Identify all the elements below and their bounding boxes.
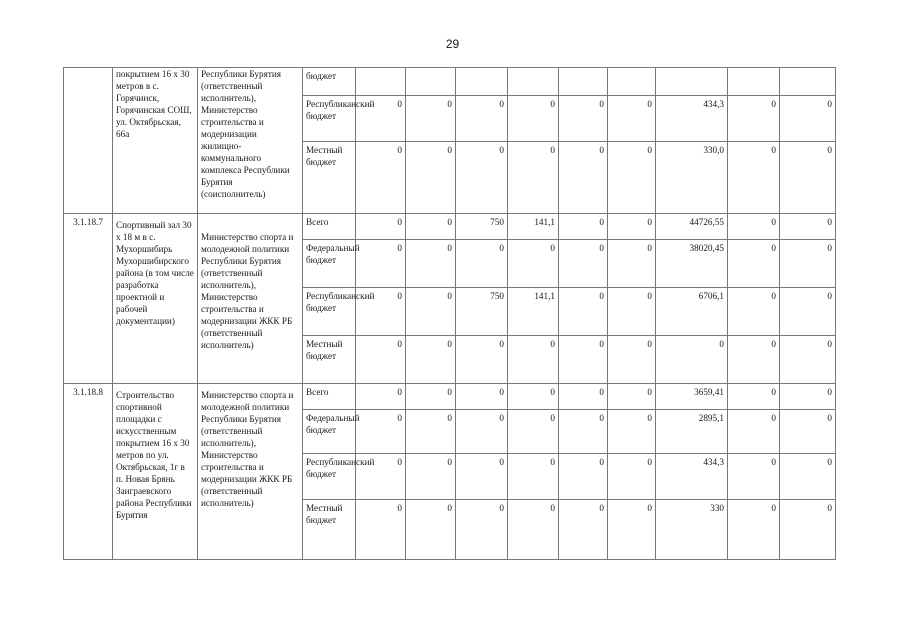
value-cell: 0 (728, 384, 780, 410)
value-cell: 0 (508, 96, 559, 142)
value-cell: 0 (406, 214, 456, 240)
value-cell: 330 (656, 500, 728, 560)
value-cell: 0 (508, 500, 559, 560)
value-cell: 0 (406, 96, 456, 142)
value-cell: 0 (559, 500, 608, 560)
funding-source: бюджет (303, 68, 356, 96)
value-cell: 0 (456, 142, 508, 214)
value-cell (356, 68, 406, 96)
table-row (64, 68, 836, 96)
funding-source: Республиканский бюджет (303, 288, 356, 336)
value-cell: 0 (508, 384, 559, 410)
value-cell: 2895,1 (656, 410, 728, 454)
value-cell: 0 (406, 336, 456, 384)
row-executor: Министерство спорта и молодежной политики Республики Бурятия (ответственный исполнитель), Министерство строительства и модернизации ЖКК РБ (ответственный исполнитель) (198, 214, 303, 384)
value-cell: 0 (456, 500, 508, 560)
value-cell: 0 (559, 96, 608, 142)
budget-table (63, 67, 836, 560)
value-cell: 0 (356, 142, 406, 214)
value-cell: 0 (406, 288, 456, 336)
value-cell: 0 (780, 384, 836, 410)
value-cell: 0 (406, 410, 456, 454)
value-cell: 0 (608, 96, 656, 142)
value-cell: 0 (559, 142, 608, 214)
value-cell: 38020,45 (656, 240, 728, 288)
value-cell: 330,0 (656, 142, 728, 214)
funding-source: Местный бюджет (303, 142, 356, 214)
value-cell: 0 (780, 410, 836, 454)
value-cell (559, 68, 608, 96)
value-cell: 0 (456, 240, 508, 288)
value-cell: 0 (608, 142, 656, 214)
value-cell (456, 68, 508, 96)
value-cell: 0 (608, 410, 656, 454)
value-cell: 0 (508, 240, 559, 288)
value-cell: 0 (356, 240, 406, 288)
value-cell: 0 (608, 454, 656, 500)
value-cell: 0 (508, 142, 559, 214)
row-executor: Министерство спорта и молодежной политики Республики Бурятия (ответственный исполнитель), Министерство строительства и модернизации ЖКК РБ (ответственный исполнитель) (198, 384, 303, 560)
value-cell: 0 (456, 410, 508, 454)
value-cell: 0 (508, 336, 559, 384)
value-cell: 0 (456, 336, 508, 384)
value-cell: 0 (356, 454, 406, 500)
value-cell: 0 (356, 410, 406, 454)
funding-source: Федеральный бюджет (303, 240, 356, 288)
value-cell: 0 (728, 214, 780, 240)
funding-source: Республиканский бюджет (303, 96, 356, 142)
value-cell: 0 (559, 336, 608, 384)
value-cell: 141,1 (508, 214, 559, 240)
value-cell: 0 (780, 336, 836, 384)
row-name: Строительство спортивной площадки с искусственным покрытием 16 х 30 метров по ул. Октябрьская, 1г в п. Новая Брянь Заиграевского района Республики Бурятия (113, 384, 198, 560)
value-cell: 0 (356, 96, 406, 142)
value-cell: 0 (456, 384, 508, 410)
value-cell: 0 (406, 500, 456, 560)
value-cell: 0 (356, 214, 406, 240)
value-cell: 0 (456, 454, 508, 500)
value-cell: 0 (608, 240, 656, 288)
value-cell: 0 (356, 384, 406, 410)
value-cell: 0 (780, 288, 836, 336)
value-cell: 0 (456, 96, 508, 142)
row-code: 3.1.18.7 (64, 214, 113, 384)
value-cell: 0 (406, 240, 456, 288)
row-executor: Республики Бурятия (ответственный исполнитель), Министерство строительства и модернизации жилищно-коммунального комплекса Республики Бурятия (соисполнитель) (198, 68, 303, 214)
value-cell: 0 (780, 214, 836, 240)
value-cell: 0 (356, 288, 406, 336)
value-cell: 0 (656, 336, 728, 384)
value-cell: 0 (559, 384, 608, 410)
value-cell: 0 (356, 336, 406, 384)
value-cell: 750 (456, 214, 508, 240)
value-cell: 6706,1 (656, 288, 728, 336)
funding-source: Федеральный бюджет (303, 410, 356, 454)
row-name: Спортивный зал 30 х 18 м в с. Мухоршибирь Мухоршибирского района (в том числе разработка проектной и рабочей документации) (113, 214, 198, 384)
funding-source: Всего (303, 384, 356, 410)
value-cell (728, 68, 780, 96)
value-cell: 0 (608, 500, 656, 560)
value-cell (656, 68, 728, 96)
value-cell: 0 (406, 384, 456, 410)
row-name: покрытием 16 х 30 метров в с. Горячинск, Горячинская СОШ, ул. Октябрьская, 66а (113, 68, 198, 214)
value-cell: 0 (406, 142, 456, 214)
value-cell: 0 (559, 240, 608, 288)
row-code (64, 68, 113, 214)
funding-source: Местный бюджет (303, 336, 356, 384)
value-cell: 0 (728, 240, 780, 288)
value-cell: 0 (780, 96, 836, 142)
value-cell (508, 68, 559, 96)
value-cell: 44726,55 (656, 214, 728, 240)
value-cell: 0 (608, 336, 656, 384)
value-cell: 0 (356, 500, 406, 560)
value-cell: 434,3 (656, 96, 728, 142)
value-cell: 0 (728, 410, 780, 454)
value-cell: 0 (728, 500, 780, 560)
funding-source: Местный бюджет (303, 500, 356, 560)
row-code: 3.1.18.8 (64, 384, 113, 560)
table-row (64, 214, 836, 240)
value-cell: 0 (780, 142, 836, 214)
value-cell: 0 (559, 410, 608, 454)
value-cell: 0 (508, 454, 559, 500)
value-cell: 0 (608, 288, 656, 336)
value-cell (406, 68, 456, 96)
value-cell: 0 (406, 454, 456, 500)
value-cell: 0 (780, 500, 836, 560)
funding-source: Всего (303, 214, 356, 240)
value-cell: 434,3 (656, 454, 728, 500)
value-cell: 0 (728, 336, 780, 384)
value-cell (780, 68, 836, 96)
value-cell: 0 (728, 96, 780, 142)
value-cell: 0 (608, 384, 656, 410)
value-cell: 3659,41 (656, 384, 728, 410)
value-cell: 141,1 (508, 288, 559, 336)
value-cell: 0 (559, 288, 608, 336)
value-cell: 0 (608, 214, 656, 240)
value-cell: 0 (508, 410, 559, 454)
value-cell: 0 (780, 454, 836, 500)
value-cell: 0 (728, 454, 780, 500)
value-cell: 0 (728, 142, 780, 214)
funding-source: Республиканский бюджет (303, 454, 356, 500)
table-row (64, 384, 836, 410)
value-cell: 0 (559, 454, 608, 500)
value-cell: 0 (728, 288, 780, 336)
value-cell: 750 (456, 288, 508, 336)
value-cell: 0 (780, 240, 836, 288)
value-cell (608, 68, 656, 96)
page-number: 29 (445, 37, 460, 51)
value-cell: 0 (559, 214, 608, 240)
